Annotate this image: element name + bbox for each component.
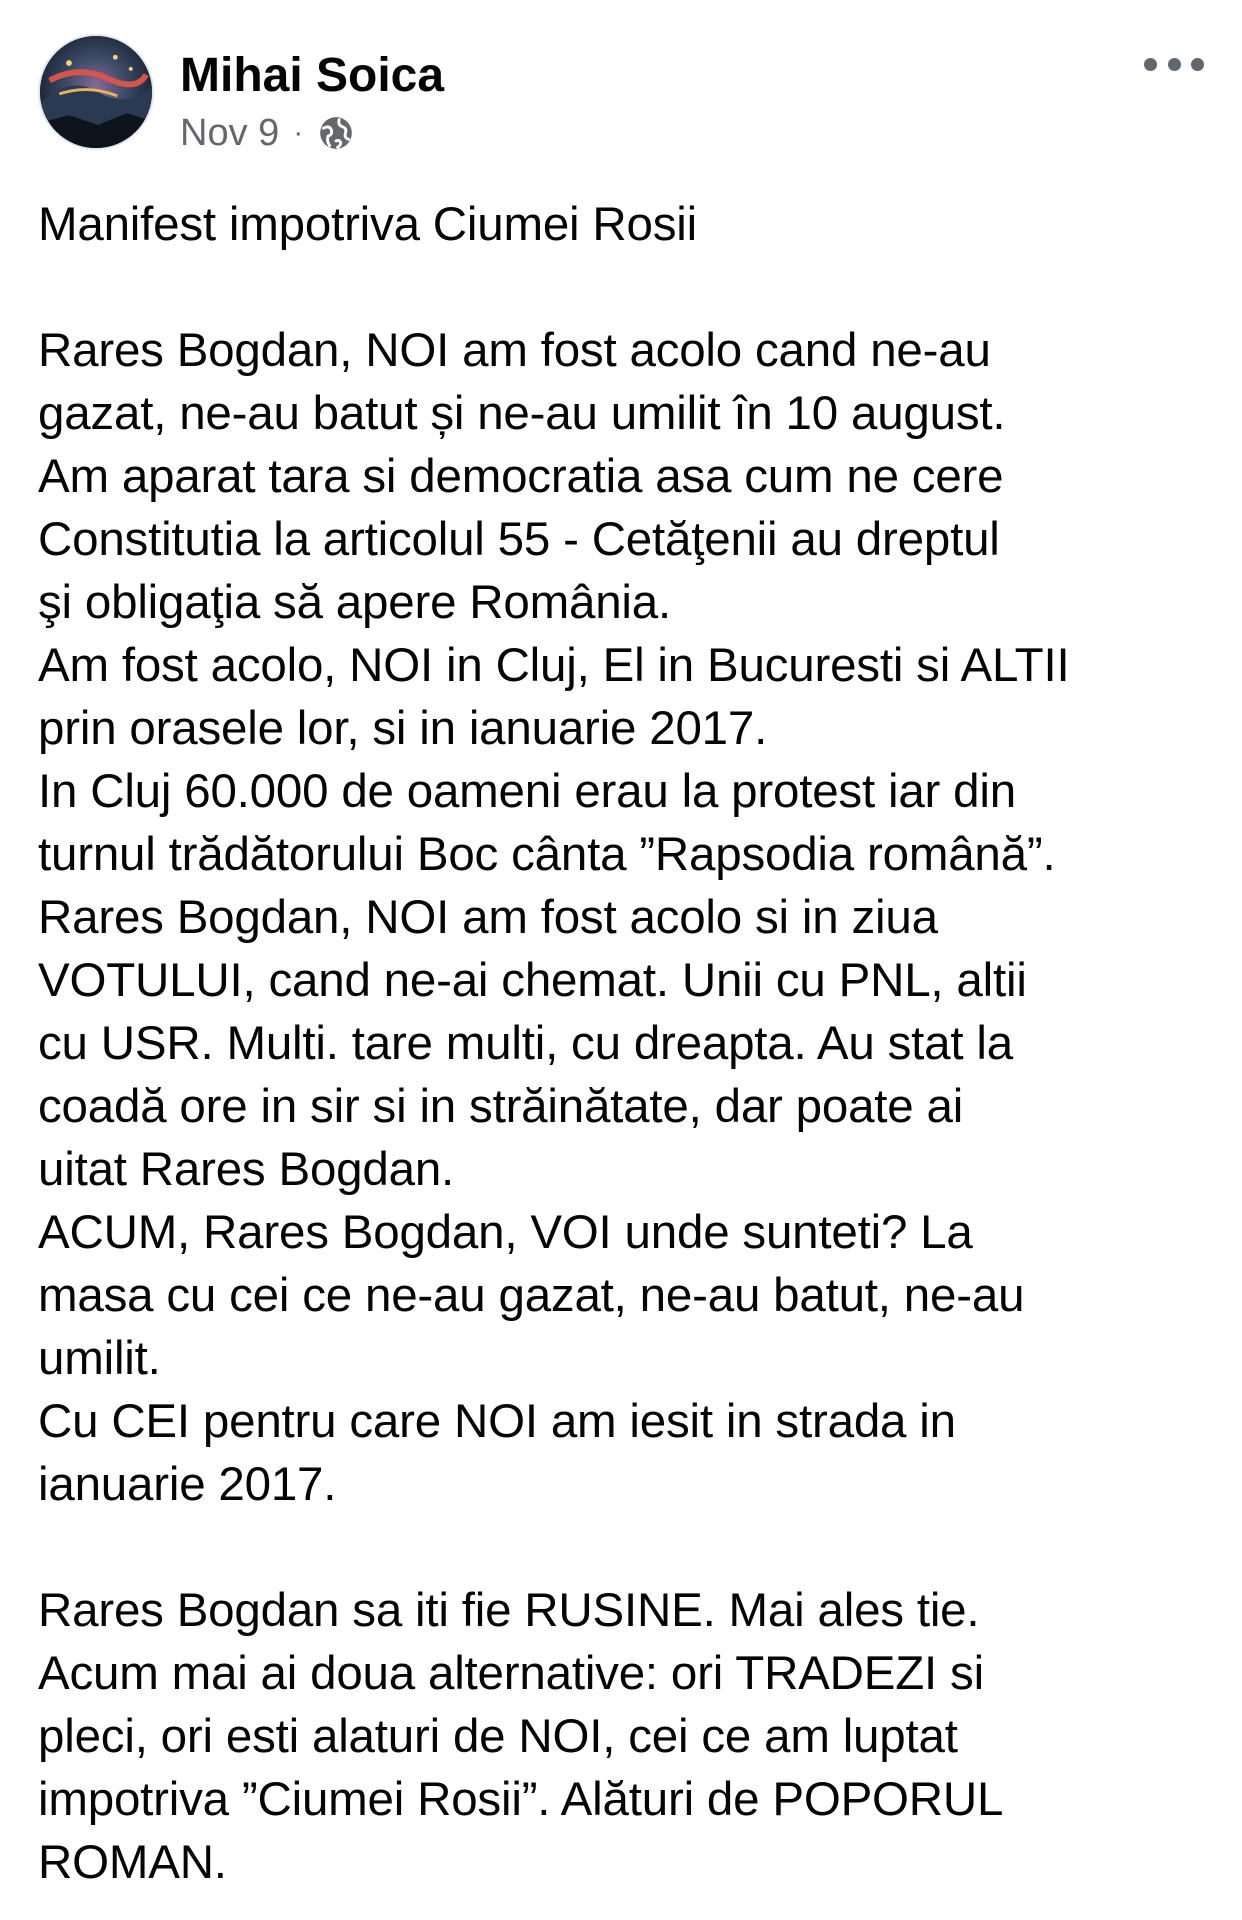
post-line: VOTULUI, cand ne-ai chemat. Unii cu PNL, altii bbox=[38, 954, 1027, 1007]
post-meta bbox=[180, 108, 355, 158]
post-line: In Cluj 60.000 de oameni erau la protest iar din bbox=[38, 765, 1016, 818]
globe-icon[interactable] bbox=[317, 114, 355, 152]
post-line: ACUM, Rares Bogdan, VOI unde sunteti? La bbox=[38, 1206, 973, 1259]
post-line: impotriva ”Ciumei Rosii”. Alături de POPORUL bbox=[38, 1773, 1004, 1826]
post-line: Cu CEI pentru care NOI am iesit in strada in bbox=[38, 1395, 956, 1448]
more-options-button[interactable] bbox=[1144, 44, 1204, 84]
post-line: pleci, ori esti alaturi de NOI, cei ce am luptat bbox=[38, 1710, 958, 1763]
avatar[interactable] bbox=[38, 34, 154, 150]
post-line: Rares Bogdan sa iti fie RUSINE. Mai ales tie. bbox=[38, 1584, 980, 1637]
post-line-blank bbox=[38, 1516, 1228, 1579]
post-line: coadă ore in sir si in străinătate, dar poate ai bbox=[38, 1080, 964, 1133]
author-name[interactable]: Mihai Soica bbox=[180, 49, 445, 102]
post-line: umilit. bbox=[38, 1332, 161, 1385]
post-line: uitat Rares Bogdan. bbox=[38, 1143, 455, 1196]
avatar-image bbox=[40, 36, 152, 148]
post-line: Acum mai ai doua alternative: ori TRADEZI si bbox=[38, 1647, 984, 1700]
post-line: Am fost acolo, NOI in Cluj, El in Bucuresti si ALTII bbox=[38, 639, 1070, 692]
post-date[interactable]: Nov 9 bbox=[180, 111, 280, 154]
post-line: ROMAN. bbox=[38, 1836, 227, 1889]
post-line: Am aparat tara si democratia asa cum ne cere bbox=[38, 450, 1004, 503]
post-text bbox=[38, 193, 1228, 1894]
post-line-blank bbox=[38, 256, 1228, 319]
post-line: Constitutia la articolul 55 - Cetăţenii au dreptul bbox=[38, 513, 1000, 566]
post-line: ianuarie 2017. bbox=[38, 1458, 337, 1511]
post-line: Manifest impotriva Ciumei Rosii bbox=[38, 198, 697, 251]
post-line: turnul trădătorului Boc cânta ”Rapsodia română”. bbox=[38, 828, 1056, 881]
post-line: cu USR. Multi. tare multi, cu dreapta. Au stat la bbox=[38, 1017, 1013, 1070]
post-line: Rares Bogdan, NOI am fost acolo cand ne-au bbox=[38, 324, 991, 377]
more-horizontal-icon bbox=[1144, 58, 1157, 71]
post-header bbox=[38, 34, 1204, 152]
post-line: masa cu cei ce ne-au gazat, ne-au batut, ne-au bbox=[38, 1269, 1025, 1322]
post-line: gazat, ne-au batut și ne-au umilit în 10 august. bbox=[38, 387, 1006, 440]
post-line: şi obligaţia să apere România. bbox=[38, 576, 671, 629]
post-line: prin orasele lor, si in ianuarie 2017. bbox=[38, 702, 768, 755]
meta-separator: · bbox=[293, 116, 304, 149]
post-line: Rares Bogdan, NOI am fost acolo si in ziua bbox=[38, 891, 938, 944]
